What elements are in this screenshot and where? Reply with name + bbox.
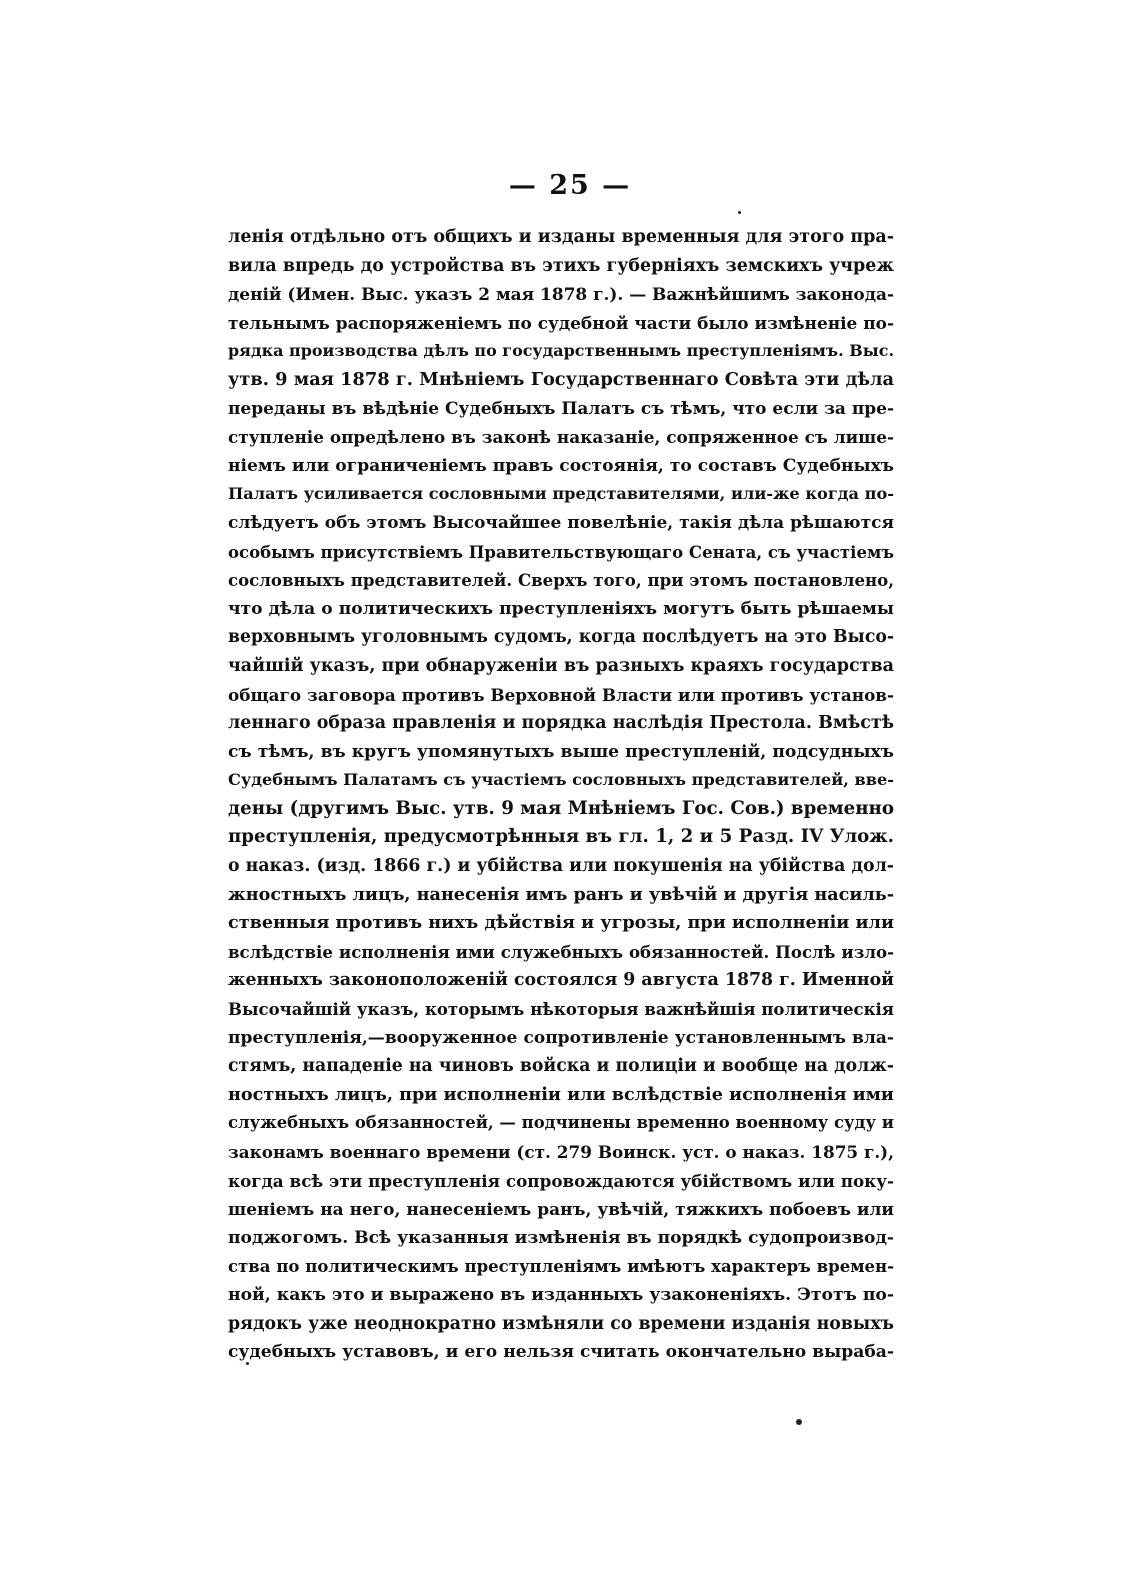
text-line: судебныхъ уставовъ, и его нельзя считать окончательно выраба- — [228, 1342, 894, 1363]
text-line: особымъ присутствіемъ Правительствующаго Сената, съ участіемъ — [228, 541, 894, 562]
text-line: ственныя противъ нихъ дѣйствія и угрозы, при исполненіи или — [228, 912, 894, 934]
text-line: леннаго образа правленія и порядка наслѣдія Престола. Вмѣстѣ — [228, 713, 894, 734]
text-line: тельнымъ распоряженіемъ по судебной части было измѣненіе по- — [228, 312, 894, 333]
text-line: деній (Имен. Выс. указъ 2 мая 1878 г.). — Важнѣйшимъ законода- — [228, 284, 894, 305]
text-line: утв. 9 мая 1878 г. Мнѣніемъ Государственнаго Совѣта эти дѣла — [228, 368, 894, 390]
text-line: законамъ военнаго времени (ст. 279 Воинск. уст. о наказ. 1875 г.), — [228, 1142, 894, 1162]
text-line: ностныхъ лицъ, при исполненіи или вслѣдствіе исполненія ими — [228, 1083, 894, 1105]
text-line: ніемъ или ограниченіемъ правъ состоянія, то составъ Судебныхъ — [228, 455, 894, 476]
text-line: когда всѣ эти преступленія сопровождаются убійствомъ или поку- — [228, 1170, 894, 1191]
text-line: рядокъ уже неоднократно измѣняли со времени изданія новыхъ — [228, 1313, 894, 1334]
text-line: жностныхъ лицъ, нанесенія имъ ранъ и увѣчій и другія насиль- — [228, 883, 894, 905]
text-line: ства по политическимъ преступленіямъ имѣютъ характеръ времен- — [228, 1256, 894, 1277]
text-line: служебныхъ обязанностей, — подчинены временно военному суду и — [228, 1113, 894, 1133]
text-line: ступленіе опредѣлено въ законѣ наказаніе, сопряженное съ лише- — [228, 427, 894, 448]
text-line: слѣдуетъ объ этомъ Высочайшее повелѣніе, такія дѣла рѣшаются — [228, 512, 894, 533]
text-line: общаго заговора противъ Верховной Власти или противъ установ- — [228, 684, 894, 705]
text-line: Палатъ усиливается сословными представителями, или-же когда по- — [228, 484, 894, 504]
ink-speck — [738, 211, 741, 214]
text-line: что дѣла о политическихъ преступленіяхъ могутъ быть рѣшаемы — [228, 598, 894, 619]
text-line: женныхъ законоположеній состоялся 9 августа 1878 г. Именной — [228, 970, 894, 991]
text-line: дены (другимъ Выс. утв. 9 мая Мнѣніемъ Гос. Сов.) временно — [228, 797, 894, 819]
text-line: вила впредь до устройства въ этихъ губерніяхъ земскихъ учреж — [228, 255, 894, 276]
text-line: Высочайшій указъ, которымъ нѣкоторыя важнѣйшія политическія — [228, 999, 894, 1020]
text-line: ной, какъ это и выражено въ изданныхъ узаконеніяхъ. Этотъ по- — [228, 1284, 894, 1305]
text-line: ленія отдѣльно отъ общихъ и изданы временныя для этого пра- — [228, 227, 894, 247]
text-line: стямъ, нападеніе на чиновъ войска и полиціи и вообще на долж- — [228, 1056, 894, 1077]
text-line: о наказ. (изд. 1866 г.) и убійства или покушенія на убійства дол- — [228, 856, 894, 877]
text-line: переданы въ вѣдѣніе Судебныхъ Палатъ съ тѣмъ, что если за пре- — [228, 398, 894, 419]
body-text — [228, 223, 894, 1367]
text-line: шеніемъ на него, нанесеніемъ ранъ, увѣчій, тяжкихъ побоевъ или — [228, 1199, 894, 1220]
text-line: рядка производства дѣлъ по государственнымъ преступленіямъ. Выс. — [228, 341, 894, 361]
ink-speck — [246, 1362, 249, 1365]
text-line: сословныхъ представителей. Сверхъ того, при этомъ постановлено, — [228, 570, 894, 591]
text-line: вслѣдствіе исполненія ими служебныхъ обязанностей. Послѣ изло- — [228, 941, 894, 962]
text-line: преступленія,—вооруженное сопротивленіе установленнымъ вла- — [228, 1027, 894, 1048]
text-line: чайшій указъ, при обнаруженіи въ разныхъ краяхъ государства — [228, 655, 894, 676]
text-line: верховнымъ уголовнымъ судомъ, когда послѣдуетъ на это Высо- — [228, 627, 894, 648]
text-line: Судебнымъ Палатамъ съ участіемъ сословныхъ представителей, вве- — [228, 770, 894, 790]
text-line: поджогомъ. Всѣ указанныя измѣненія въ порядкѣ судопроизвод- — [228, 1227, 894, 1248]
ink-speck — [796, 1419, 802, 1425]
text-line: преступленія, предусмотрѣнныя въ гл. 1, 2 и 5 Разд. IV Улож. — [228, 826, 894, 848]
text-line: съ тѣмъ, въ кругъ упомянутыхъ выше преступленій, подсудныхъ — [228, 741, 894, 762]
page-number: — 25 — — [508, 170, 632, 201]
